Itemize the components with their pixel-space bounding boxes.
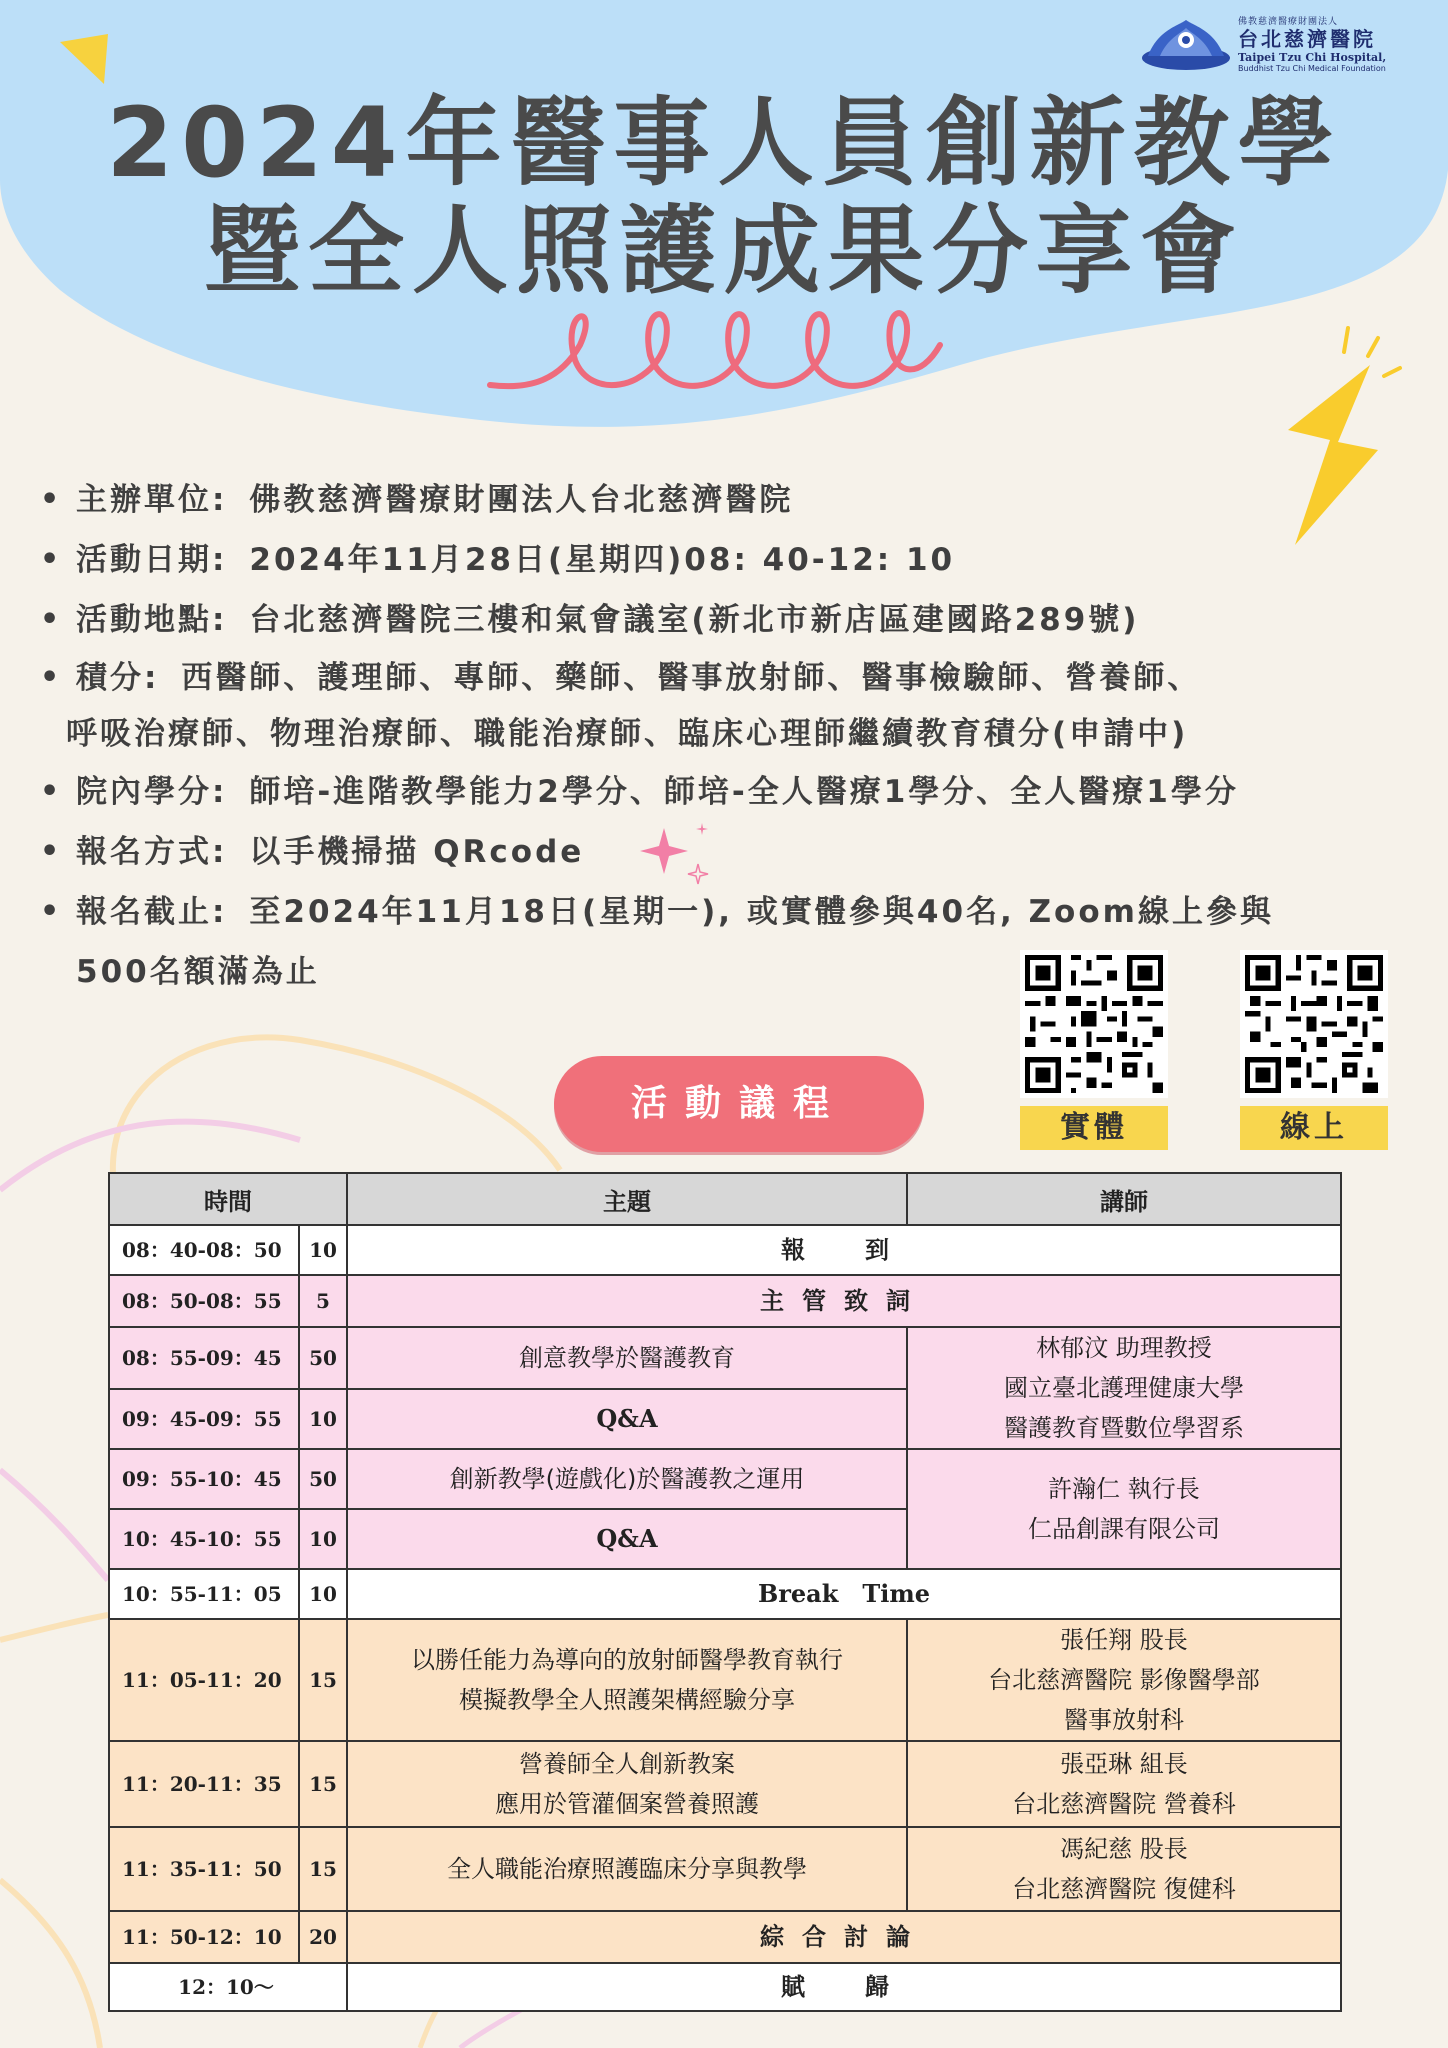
qr-code-physical-icon[interactable] — [1020, 950, 1168, 1098]
table-row: 11：05-11：20 15 以勝任能力為導向的放射師醫學教育執行 模擬教學全人照護架構經驗分享 張任翔 股長 台北慈濟醫院 影像醫學部 醫事放射科 — [109, 1619, 1341, 1741]
logo-foundation-en: Buddhist Tzu Chi Medical Foundation — [1238, 64, 1386, 73]
qr-physical-label: 實體 — [1020, 1106, 1168, 1150]
qr-physical[interactable] — [1020, 950, 1168, 1150]
qr-online-label: 線上 — [1240, 1106, 1388, 1150]
poster-title-line1: 2024年醫事人員創新教學 — [106, 87, 1342, 199]
table-row: 11：50-12：10 20 綜合討論 — [109, 1911, 1341, 1963]
table-row: 11：20-11：35 15 營養師全人創新教案 應用於管灌個案營養照護 張亞琳 組長 台北慈濟醫院 營養科 — [109, 1741, 1341, 1827]
table-row: 11：35-11：50 15 全人職能治療照護臨床分享與教學 馮紀慈 股長 台北慈濟醫院 復健科 — [109, 1827, 1341, 1911]
agenda-table — [108, 1172, 1342, 2012]
table-row: 10：45-10：55 10 Q&A — [109, 1509, 1341, 1569]
info-credits: • 積分: 西醫師、護理師、專師、藥師、醫事放射師、醫事檢驗師、營養師、 呼吸治療師、物理治療師、職能治療師、臨床心理師繼續教育積分(申請中) — [40, 650, 1440, 762]
info-date: • 活動日期: 2024年11月28日(星期四)08: 40-12: 10 — [40, 530, 1440, 590]
table-row: 08：50-08：55 5 主管致詞 — [109, 1275, 1341, 1327]
header-time: 時間 — [109, 1173, 347, 1225]
info-registration-method: • 報名方式: 以手機掃描 QRcode — [40, 822, 1440, 882]
table-row: 09：55-10：45 50 創新教學(遊戲化)於醫護教之運用 許瀚仁 執行長 仁品創課有限公司 — [109, 1449, 1341, 1509]
info-registration-deadline: • 報名截止: 至2024年11月18日(星期一), 或實體參與40名, Zoom線上參與 500名額滿為止 — [40, 882, 1440, 1002]
poster-title-line2: 暨全人照護成果分享會 — [204, 195, 1244, 307]
lotus-logo-icon — [1138, 12, 1234, 76]
table-row: 10：55-11：05 10 Break Time — [109, 1569, 1341, 1619]
table-row: 08：40-08：50 10 報 到 — [109, 1225, 1341, 1275]
info-organizer: • 主辦單位: 佛教慈濟醫療財團法人台北慈濟醫院 — [40, 470, 1440, 530]
qr-code-online-icon[interactable] — [1240, 950, 1388, 1098]
hospital-logo — [1138, 6, 1438, 82]
header-topic: 主題 — [347, 1173, 907, 1225]
table-row: 12：10～ 賦 歸 — [109, 1963, 1341, 2011]
info-location: • 活動地點: 台北慈濟醫院三樓和氣會議室(新北市新店區建國路289號) — [40, 590, 1440, 650]
header-speaker: 講師 — [907, 1173, 1341, 1225]
table-row: 09：45-09：55 10 Q&A — [109, 1389, 1341, 1449]
logo-hospital-name-en: Taipei Tzu Chi Hospital, — [1238, 51, 1387, 64]
logo-hospital-name: 台北慈濟醫院 — [1238, 27, 1376, 51]
event-info-list — [40, 470, 1440, 1002]
table-row: 08：55-09：45 50 創意教學於醫護教育 林郁汶 助理教授 國立臺北護理健康大學 醫護教育暨數位學習系 — [109, 1327, 1341, 1389]
agenda-heading-button: 活動議程 — [554, 1056, 924, 1152]
agenda-header-row — [109, 1173, 1341, 1225]
qr-online[interactable] — [1240, 950, 1388, 1150]
logo-foundation-zh: 佛教慈濟醫療財團法人 — [1238, 17, 1339, 27]
info-internal-credits: • 院內學分: 師培-進階教學能力2學分、師培-全人醫療1學分、全人醫療1學分 — [40, 762, 1440, 822]
